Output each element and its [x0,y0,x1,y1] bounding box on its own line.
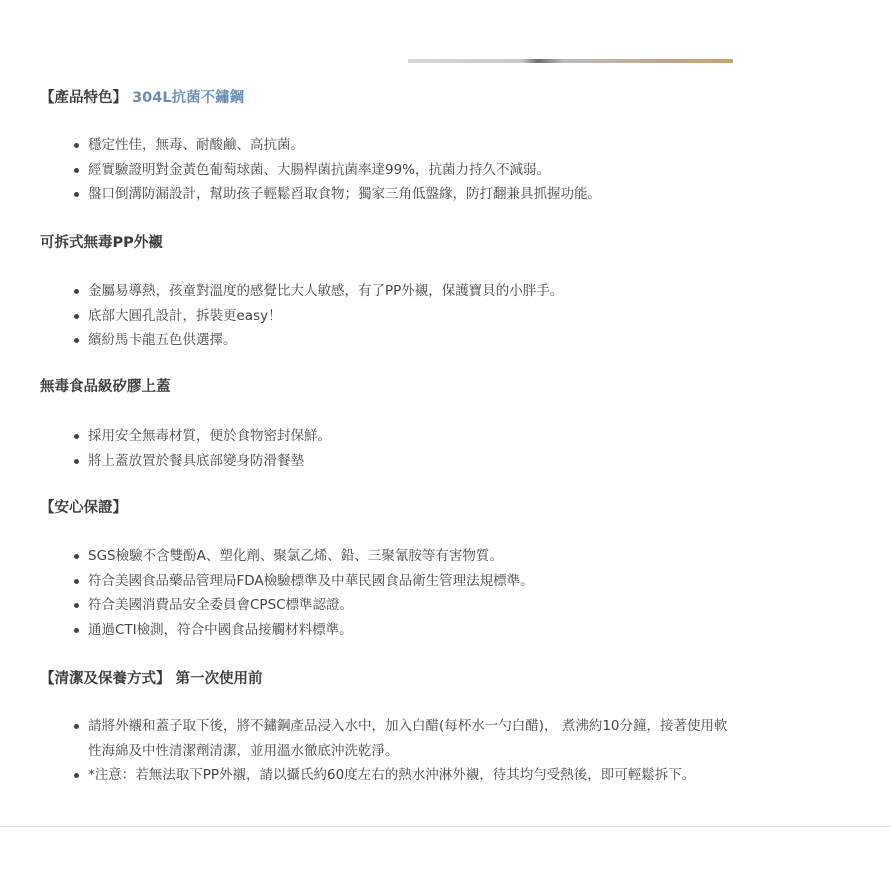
cleaning-list [40,714,740,788]
list-item: *注意：若無法取下PP外襯，請以攝氏約60度左右的熱水沖淋外襯，待其均勻受熱後，即可輕鬆拆下。 [40,763,728,788]
list-item: 金屬易導熱，孩童對溫度的感覺比大人敏感，有了PP外襯，保護寶貝的小胖手。 [40,279,740,304]
list-item: SGS檢驗不含雙酚A、塑化劑、聚氯乙烯、鉛、三聚氰胺等有害物質。 [40,544,740,569]
list-item: 通過CTI檢測，符合中國食品接觸材料標準。 [40,618,740,643]
section-heading-features [40,88,244,108]
list-item: 採用安全無毒材質，便於食物密封保鮮。 [40,424,740,449]
list-item: 經實驗證明對金黃色葡萄球菌、大腸桿菌抗菌率達99%，抗菌力持久不減弱。 [40,158,740,183]
features-heading-accent: 304L抗菌不鏽鋼 [132,90,245,106]
section-heading-cleaning: 【清潔及保養方式】 第一次使用前 [40,671,263,687]
safety-list [40,544,740,642]
product-photo-edge [408,59,733,63]
list-item: 盤口倒溝防漏設計，幫助孩子輕鬆舀取食物；獨家三角低盤緣，防打翻兼具抓握功能。 [40,182,740,207]
list-item: 符合美國消費品安全委員會CPSC標準認證。 [40,593,740,618]
divider [0,826,890,827]
section-heading-safety: 【安心保證】 [40,500,127,516]
silicone-lid-list [40,424,740,473]
features-list [40,133,740,207]
section-heading-pp-liner: 可拆式無毒PP外襯 [40,235,163,251]
list-item: 請將外襯和蓋子取下後，將不鏽鋼產品浸入水中，加入白醋(每杯水一勺白醋)， 煮沸約10分鐘，接著使用軟性海綿及中性清潔劑清潔，並用溫水徹底沖洗乾淨。 [40,714,728,763]
features-heading-text: 【產品特色】 [40,90,127,106]
section-heading-silicone-lid: 無毒食品級矽膠上蓋 [40,379,171,395]
list-item: 底部大圓孔設計，拆裝更easy！ [40,304,740,329]
list-item: 將上蓋放置於餐具底部變身防滑餐墊 [40,449,740,474]
list-item: 符合美國食品藥品管理局FDA檢驗標準及中華民國食品衛生管理法規標準。 [40,569,740,594]
list-item: 穩定性佳，無毒、耐酸鹼、高抗菌。 [40,133,740,158]
pp-liner-list [40,279,740,353]
list-item: 繽紛馬卡龍五色供選擇。 [40,328,740,353]
